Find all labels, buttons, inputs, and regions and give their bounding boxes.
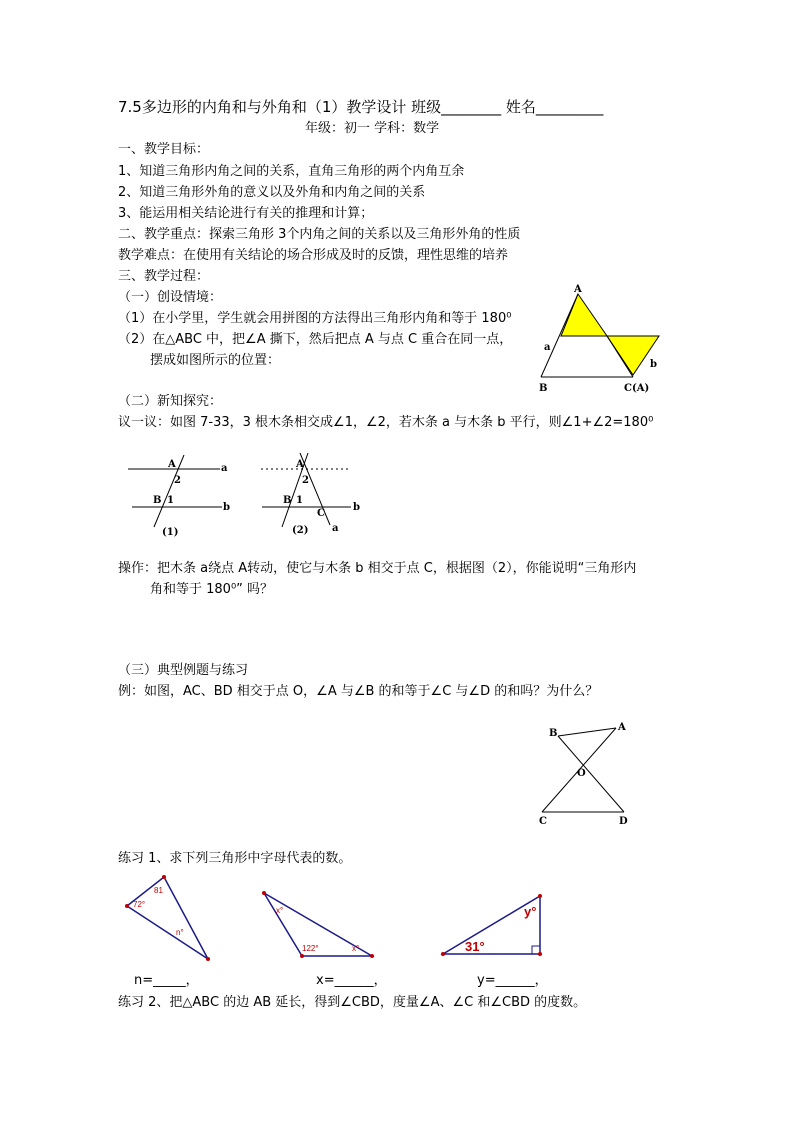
vertex-dot [370,954,374,958]
section-process: 三、教学过程： [118,269,210,284]
caption-1: (1) [162,527,179,538]
operation: 操作：把木条 a绕点 A转动，使它与木条 b 相交于点 C，根据图（2），你能说明“三角形内 [118,561,637,576]
label-1: 1 [296,495,303,506]
line-BD [558,736,624,812]
rotated-stick-a [300,453,330,525]
vertex-dot [206,957,210,961]
subtitle: 年级：初一 学科：数学 [305,121,440,136]
label-B: B [153,495,162,506]
line-BA [558,728,616,736]
vertex-dot [538,894,542,898]
caption-2: (2) [292,525,309,536]
label-A: A [296,459,304,470]
label-a: a [221,463,228,474]
example: 例：如图，AC、BD 相交于点 O，∠A 与∠B 的和等于∠C 与∠D 的和吗？为什么？ [118,684,599,699]
label-b: b [223,502,230,513]
exercise-triangle-y [438,890,548,960]
step-2-cont: 摆成如图所示的位置： [150,353,281,368]
subsection-3: （三）典型例题与练习 [118,663,249,678]
vertex-dot [300,954,304,958]
operation-cont: 角和等于 180⁰” 吗？ [150,582,274,597]
answer-y: y=______， [477,973,548,988]
parallel-lines-figure-2 [258,452,368,542]
angle-31: 31° [465,939,485,954]
label-b: b [353,502,360,513]
angle-n: n° [176,928,184,937]
yellow-top-triangle [561,294,607,336]
label-a: a [544,342,551,353]
angle-72: 72° [133,900,146,909]
label-2: 2 [174,475,181,486]
label-B: B [283,495,292,506]
vertex-dot [162,875,166,879]
exercise-1: 练习 1、求下列三角形中字母代表的数。 [118,851,352,866]
objective-2: 2、知道三角形外角的意义以及外角和内角之间的关系 [118,185,426,200]
vertex-dot [538,952,542,956]
section-objectives: 一、教学目标： [118,142,210,157]
label-B: B [539,383,548,394]
triangle [127,877,208,959]
label-A: A [168,459,176,470]
exercise-2: 练习 2、把△ABC 的边 AB 延长，得到∠CBD，度量∠A、∠C 和∠CBD 的度数。 [118,995,587,1010]
angle-y: y° [524,904,537,919]
angle-81: 81 [154,886,163,895]
label-B: B [549,728,558,739]
vertex-dot [262,891,266,895]
objective-1: 1、知道三角形内角之间的关系，直角三角形的两个内角互余 [118,164,465,179]
label-A: A [618,722,626,733]
angle-122: 122° [302,944,319,953]
crossing-lines-figure [536,718,636,828]
label-A: A [574,284,582,295]
title: 7.5多边形的内角和与外角和（1）教学设计 班级________ 姓名_________ [118,98,604,116]
answer-x: x=______， [316,973,387,988]
discuss: 议一议：如图 7-33，3 根木条相交成∠1，∠2，若木条 a 与木条 b 平行，则∠1+∠2=180⁰ [118,415,654,430]
step-2: （2）在△ABC 中，把∠A 撕下，然后把点 A 与点 C 重合在同一点， [118,332,513,347]
vertex-dot [441,952,445,956]
label-CA: C(A) [624,383,650,394]
objective-3: 3、能运用相关结论进行有关的推理和计算； [118,206,374,221]
angle-x-right: x° [352,944,360,953]
exercise-triangle-n [120,870,220,965]
label-b: b [650,359,657,370]
label-C: C [317,508,325,519]
label-D: D [619,816,628,827]
label-O: O [577,768,586,779]
key-points: 二、教学重点：探索三角形 3个内角之间的关系以及三角形外角的性质 [118,227,521,242]
subsection-2: （二）新知探究： [118,394,223,409]
label-1: 1 [167,495,174,506]
answer-n: n=_____， [134,973,199,988]
subsection-1: （一）创设情境： [118,290,223,305]
parallel-lines-figure-1 [126,452,236,542]
label-C: C [539,816,547,827]
difficult-points: 教学难点：在使用有关结论的场合形成及时的反馈，理性思维的培养 [118,248,509,263]
vertex-dot [125,904,129,908]
step-1: （1）在小学里，学生就会用拼图的方法得出三角形内角和等于 180⁰ [118,311,512,326]
label-2: 2 [302,475,309,486]
torn-angle-figure [530,285,670,400]
exercise-triangle-x [260,888,380,963]
angle-x-top: x° [276,906,284,915]
label-a: a [332,523,339,534]
